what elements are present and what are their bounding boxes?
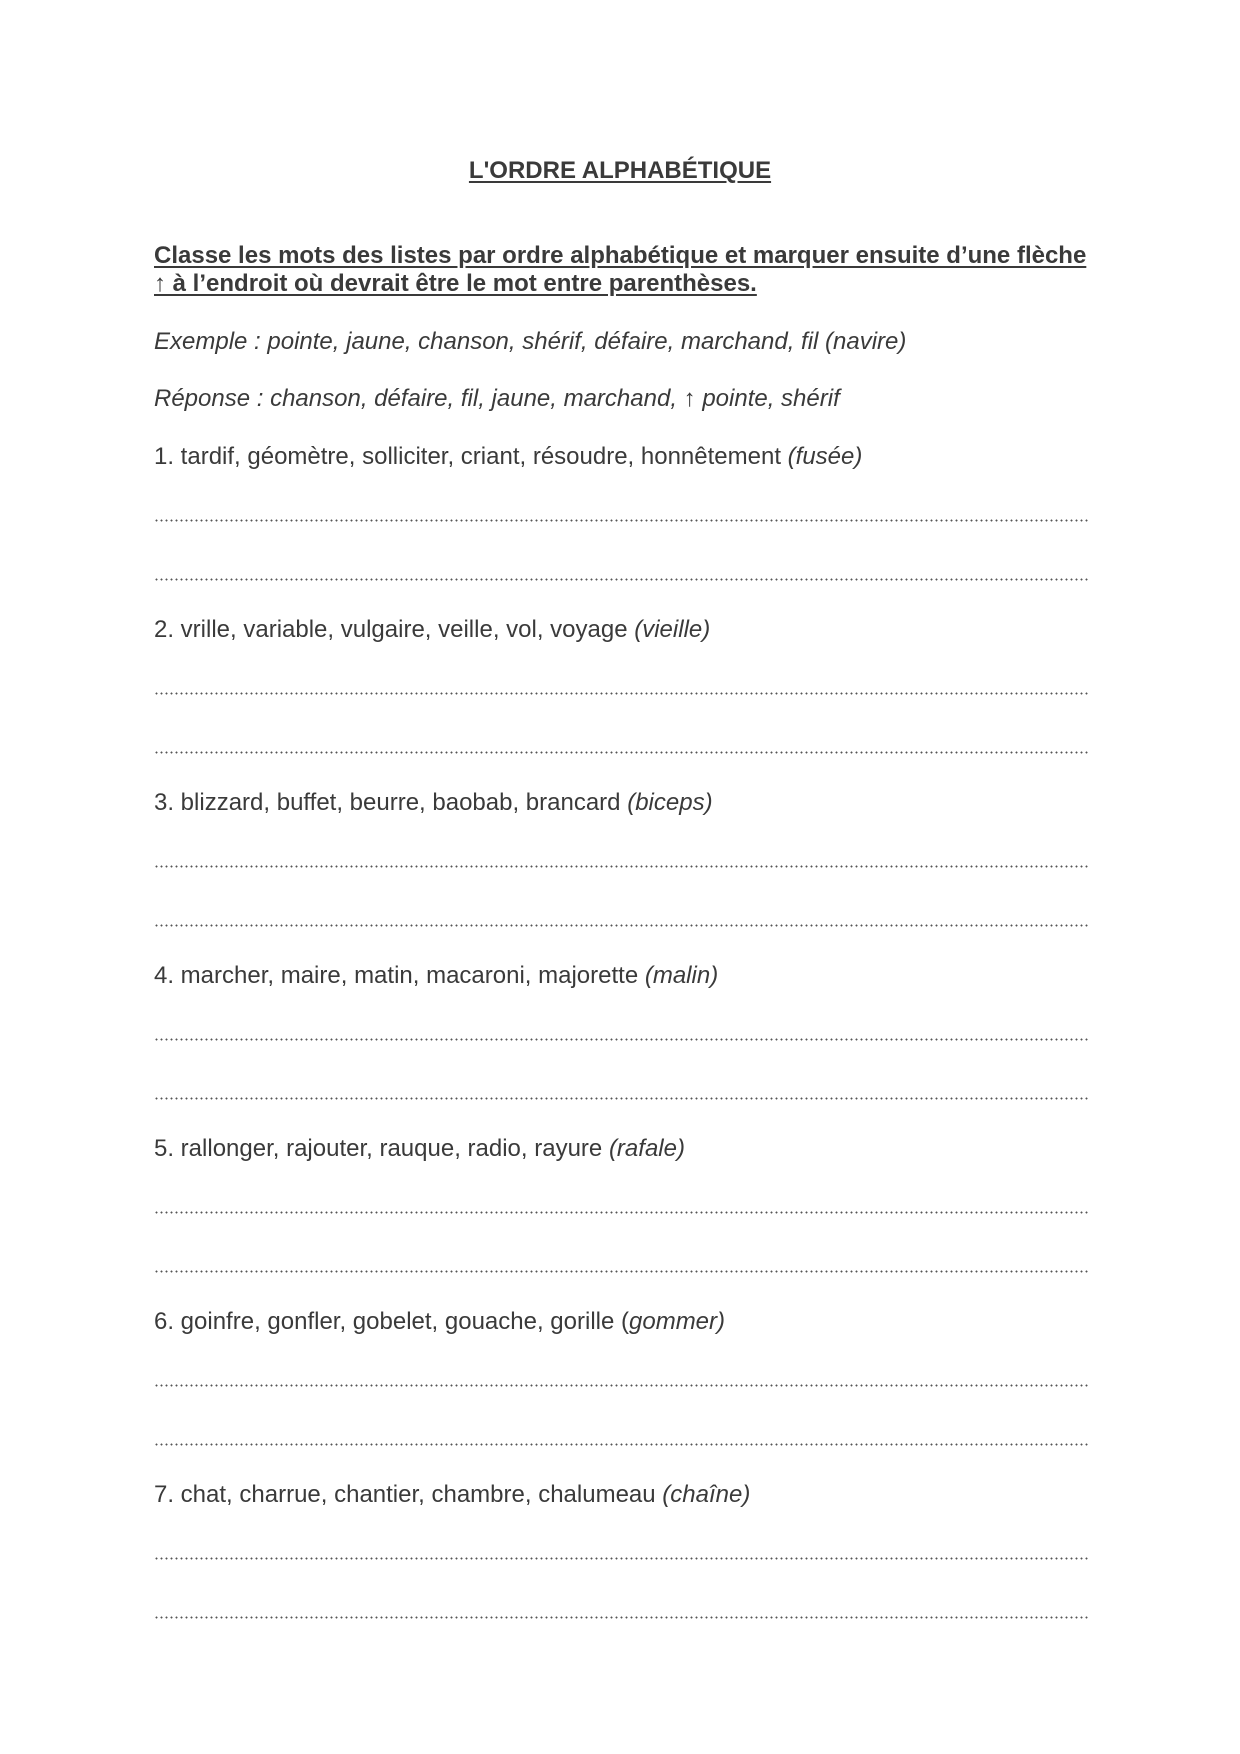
- answer-dotted-line[interactable]: [154, 751, 1088, 754]
- exercise-words: 5. rallonger, rajouter, rauque, radio, rayure: [154, 1135, 609, 1162]
- answer-dotted-line[interactable]: [154, 1097, 1088, 1100]
- answer-dotted-line[interactable]: [154, 578, 1088, 581]
- exercise-words: 3. blizzard, buffet, beurre, baobab, brancard: [154, 789, 628, 816]
- exercise-1: [154, 442, 1094, 472]
- answer-dotted-line[interactable]: [154, 1270, 1088, 1273]
- example-line: Exemple : pointe, jaune, chanson, shérif, défaire, marchand, fil (navire): [154, 328, 907, 355]
- answer-dotted-line[interactable]: [154, 1038, 1088, 1041]
- exercise-target-prefix: (: [621, 1308, 629, 1335]
- answer-dotted-line[interactable]: [154, 1557, 1088, 1560]
- exercise-target: (chaîne): [662, 1481, 751, 1508]
- instructions: Classe les mots des listes par ordre alphabétique et marquer ensuite d’une flèche ↑ à l’endroit où devrait être le mot entre parenthèses.: [154, 242, 1087, 297]
- answer-dotted-line[interactable]: [154, 1443, 1088, 1446]
- exercise-words: 4. marcher, maire, matin, macaroni, majorette: [154, 962, 645, 989]
- exercise-words: 7. chat, charrue, chantier, chambre, chalumeau: [154, 1481, 663, 1508]
- exercise-words: 2. vrille, variable, vulgaire, veille, vol, voyage: [154, 616, 635, 643]
- exercise-target: (biceps): [627, 789, 713, 816]
- answer-dotted-line[interactable]: [154, 1384, 1088, 1387]
- exercise-3: [154, 788, 1094, 818]
- answer-dotted-line[interactable]: [154, 1211, 1088, 1214]
- answer-dotted-line[interactable]: [154, 1616, 1088, 1619]
- exercise-4: [154, 961, 1094, 991]
- exercise-2: [154, 615, 1094, 645]
- exercise-6: [154, 1307, 1094, 1337]
- exercise-target: (fusée): [787, 443, 863, 470]
- answer-dotted-line[interactable]: [154, 692, 1088, 695]
- exercise-target: gommer): [629, 1308, 726, 1335]
- answer-line: Réponse : chanson, défaire, fil, jaune, marchand, ↑ pointe, shérif: [154, 385, 840, 412]
- exercise-5: [154, 1134, 1094, 1164]
- exercise-target: (malin): [644, 962, 719, 989]
- exercise-7: [154, 1480, 1094, 1510]
- exercise-words: 6. goinfre, gonfler, gobelet, gouache, gorille: [154, 1308, 621, 1335]
- answer-dotted-line[interactable]: [154, 865, 1088, 868]
- page-title: L'ORDRE ALPHABÉTIQUE: [468, 157, 772, 184]
- answer-dotted-line[interactable]: [154, 519, 1088, 522]
- exercise-words: 1. tardif, géomètre, solliciter, criant, résoudre, honnêtement: [154, 443, 788, 470]
- exercise-target: (vieille): [634, 616, 711, 643]
- exercise-target: (rafale): [608, 1135, 685, 1162]
- answer-dotted-line[interactable]: [154, 924, 1088, 927]
